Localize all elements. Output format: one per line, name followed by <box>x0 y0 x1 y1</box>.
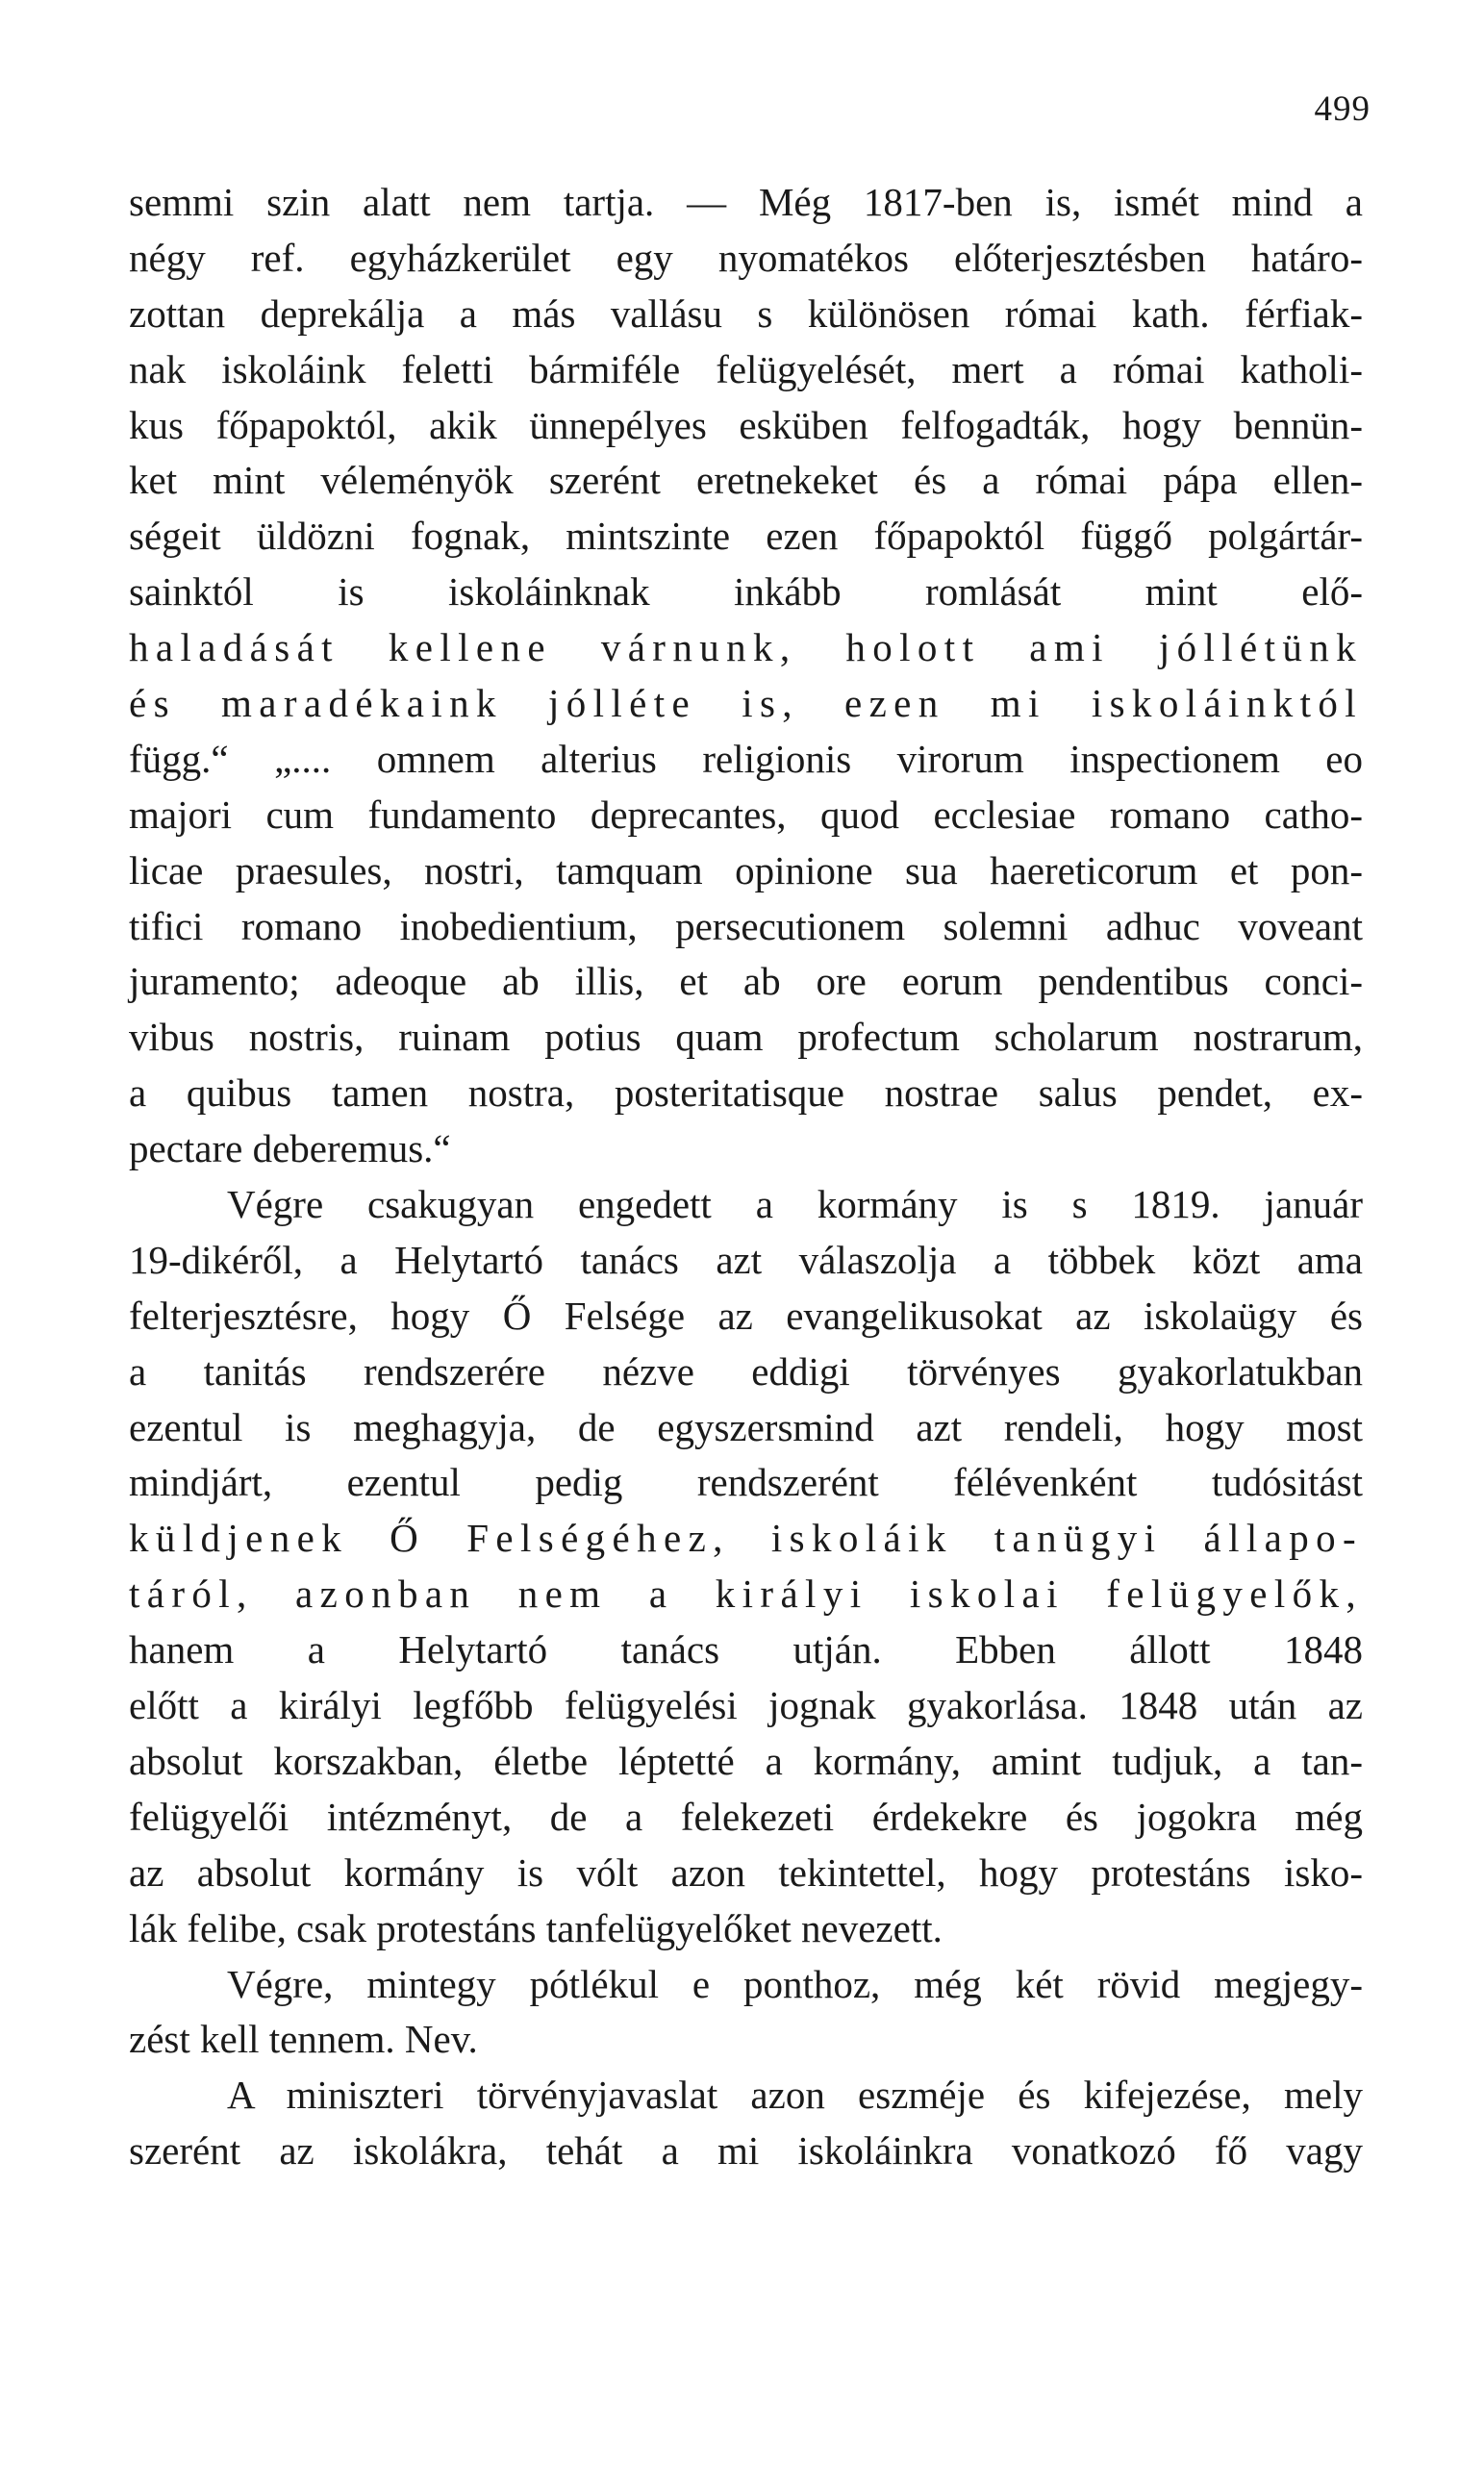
text-line: pectare deberemus.“ <box>129 1126 451 1171</box>
text-line: majori cum fundamento deprecantes, quod ecclesiae romano catho- <box>129 792 1363 837</box>
text-line: tifici romano inobedientium, persecutionem solemni adhuc voveant <box>129 903 1363 948</box>
text-line: a quibus tamen nostra, posteritatisque nostrae salus pendet, ex- <box>129 1070 1363 1116</box>
text-line: az absolut kormány is vólt azon tekintettel, hogy protestáns isko- <box>129 1849 1363 1895</box>
text-line: felügyelői intézményt, de a felekezeti érdekekre és jogokra még <box>129 1794 1363 1839</box>
text-line: 19-dikéről, a Helytartó tanács azt válaszolja a többek közt ama <box>129 1237 1363 1282</box>
text-line: Végre, mintegy pótlékul e ponthoz, még két rövid megjegy- <box>227 1961 1363 2006</box>
text-line: juramento; adeoque ab illis, et ab ore eorum pendentibus conci- <box>129 959 1363 1004</box>
text-line: mindjárt, ezentul pedig rendszerént félévenként tudósitást <box>129 1460 1363 1505</box>
page-number: 499 <box>1314 89 1371 129</box>
text-line: a tanitás rendszerére nézve eddigi törvényes gyakorlatukban <box>129 1348 1363 1394</box>
text-line: felterjesztésre, hogy Ő Felsége az evangelikusokat az iskolaügy és <box>129 1293 1363 1338</box>
text-line: négy ref. egyházkerület egy nyomatékos előterjesztésben határo- <box>129 235 1363 280</box>
text-line: szerént az iskolákra, tehát a mi iskoláinkra vonatkozó fő vagy <box>129 2128 1363 2174</box>
body-text <box>129 175 1363 2179</box>
text-line: A miniszteri törvényjavaslat azon eszméje és kifejezése, mely <box>227 2073 1363 2118</box>
text-line: kus főpapoktól, akik ünnepélyes esküben felfogadták, hogy bennün- <box>129 402 1363 447</box>
text-line: zottan deprekálja a más vallásu s különösen római kath. férfiak- <box>129 290 1363 336</box>
text-line: ket mint véleményök szerént eretnekeket és a római pápa ellen- <box>129 458 1363 503</box>
text-line: előtt a királyi legfőbb felügyelési jognak gyakorlása. 1848 után az <box>129 1683 1363 1728</box>
text-line: táról, azonban nem a királyi iskolai felügyelők, <box>129 1571 1363 1617</box>
text-line: lák felibe, csak protestáns tanfelügyelőket nevezett. <box>129 1905 943 1950</box>
text-line: semmi szin alatt nem tartja. — Még 1817-ben is, ismét mind a <box>129 180 1363 224</box>
text-line: zést kell tennem. Nev. <box>129 2017 478 2062</box>
text-line: küldjenek Ő Felségéhez, iskoláik tanügyi állapo- <box>129 1516 1363 1561</box>
text-line: függ.“ „.... omnem alterius religionis virorum inspectionem eo <box>129 736 1363 781</box>
text-line: ségeit üldözni fognak, mintszinte ezen főpapoktól függő polgártár- <box>129 514 1363 559</box>
text-line: absolut korszakban, életbe léptetté a kormány, amint tudjuk, a tan- <box>129 1738 1363 1783</box>
text-line: ezentul is meghagyja, de egyszersmind azt rendeli, hogy most <box>129 1404 1363 1449</box>
text-line: Végre csakugyan engedett a kormány is s 1819. január <box>227 1182 1363 1227</box>
text-line: hanem a Helytartó tanács utján. Ebben állott 1848 <box>129 1627 1363 1672</box>
text-line: haladását kellene várnunk, holott ami jóllétünk <box>129 625 1363 670</box>
text-line: licae praesules, nostri, tamquam opinione sua haereticorum et pon- <box>129 847 1363 893</box>
text-line: vibus nostris, ruinam potius quam profectum scholarum nostrarum, <box>129 1015 1363 1060</box>
text-line: és maradékaink jólléte is, ezen mi iskoláinktól <box>129 681 1363 726</box>
text-line: sainktól is iskoláinknak inkább romlását mint elő- <box>129 569 1363 615</box>
text-line: nak iskoláink feletti bármiféle felügyelését, mert a római katholi- <box>129 346 1363 391</box>
